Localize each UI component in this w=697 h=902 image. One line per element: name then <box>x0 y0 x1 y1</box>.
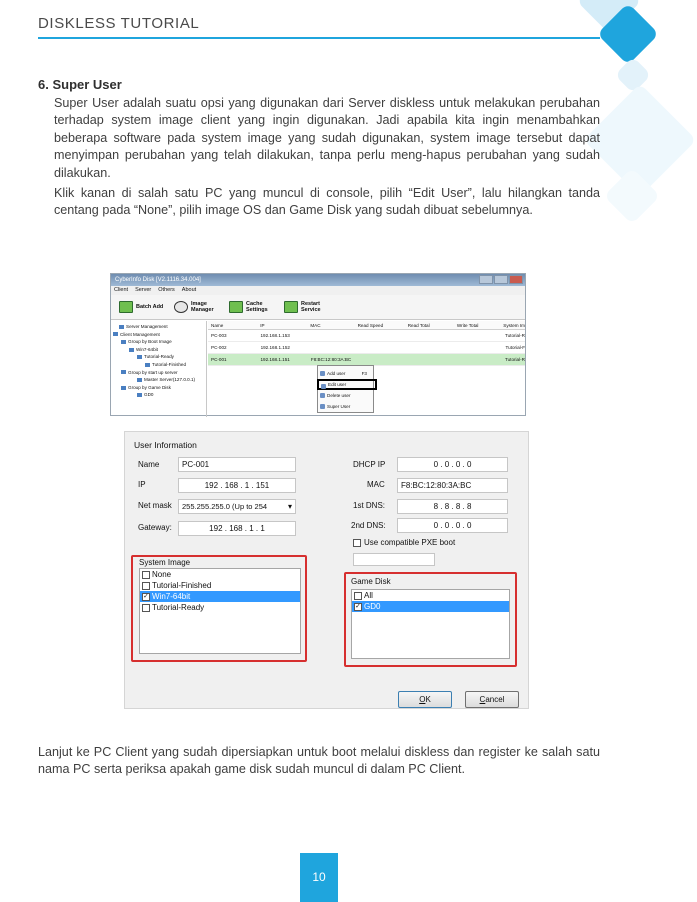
gateway-input[interactable]: 192 . 168 . 1 . 1 <box>178 521 296 536</box>
netmask-select[interactable]: 255.255.255.0 (Up to 254 ▾ <box>178 499 296 514</box>
menu-server[interactable]: Server <box>135 287 152 293</box>
image-icon <box>145 363 150 367</box>
cancel-button[interactable]: Cancel <box>465 691 519 708</box>
cell-ip: 192.168.1.153 <box>260 333 290 338</box>
menu-others[interactable]: Others <box>158 287 175 293</box>
tree-item[interactable]: Tutorial-Finished <box>111 361 206 369</box>
monitor-icon <box>119 301 133 313</box>
tree-item[interactable]: Master Server(127.0.0.1) <box>111 376 206 384</box>
disc-icon <box>174 301 188 313</box>
minimize-icon[interactable] <box>479 275 493 284</box>
mac-label: MAC <box>367 480 385 489</box>
column-header[interactable]: MAC <box>310 323 321 328</box>
image-manager-button[interactable]: Image Manager <box>174 301 219 313</box>
pxe-extra-input[interactable] <box>353 553 435 566</box>
paragraph: Super User adalah suatu opsi yang digunakan dari Server diskless untuk melakukan perubahan terhadap system image client yang ingin digunakan. Jadi apabila kita ingin menambahkan beberapa software pada system image yang sudah digunakan, system image tersebut dapat menyimpan perubahan yang telah dilakukan, tanpa perlu meng-hapus perubahan yang sudah dilakukan. <box>54 96 600 180</box>
column-header[interactable]: Name <box>211 323 224 328</box>
checkbox-icon <box>353 539 361 547</box>
ip-input[interactable]: 192 . 168 . 1 . 151 <box>178 478 296 493</box>
tree-item[interactable]: Group by Game Disk <box>111 384 206 392</box>
server-icon <box>119 325 124 329</box>
system-image-list <box>139 568 301 654</box>
paragraph: Lanjut ke PC Client yang sudah dipersiapkan untuk boot melalui diskless dan register ke salah satu nama PC serta periksa apakah game disk sudah muncul di dalam PC Client. <box>38 745 600 777</box>
column-header[interactable]: Write Total <box>456 323 479 328</box>
maximize-icon[interactable] <box>494 275 508 284</box>
close-icon[interactable] <box>509 275 523 284</box>
dhcp-label: DHCP IP <box>353 460 386 469</box>
monitor-icon <box>284 301 298 313</box>
disk-icon <box>137 393 142 397</box>
cell-name: PC-003 <box>211 333 227 338</box>
menu-item-add-user[interactable]: Add user F3 <box>318 368 373 379</box>
navigation-tree <box>111 321 207 417</box>
column-header[interactable]: Read Speed <box>357 323 384 328</box>
header-divider <box>38 37 600 39</box>
dns1-input[interactable]: 8 . 8 . 8 . 8 <box>397 499 508 514</box>
window-title-bar <box>111 274 525 286</box>
cell-system-image: Tutorial-R <box>504 357 525 362</box>
column-header[interactable]: IP <box>260 323 265 328</box>
paragraph: Klik kanan di salah satu PC yang muncul di console, pilih “Edit User”, lalu hilangkan tanda centang pada “None”, pilih image OS dan Game Disk yang sudah dibuat sebelumnya. <box>54 186 600 218</box>
checkbox-icon <box>142 571 150 579</box>
system-image-item[interactable]: Tutorial-Ready <box>140 602 300 613</box>
cell-ip: 192.168.1.152 <box>260 345 290 350</box>
netmask-label: Net mask <box>138 501 172 510</box>
group-title: User Information <box>134 440 197 450</box>
game-disk-item[interactable]: All <box>352 590 509 601</box>
checkbox-checked-icon: ✓ <box>143 592 149 600</box>
edit-user-dialog <box>124 431 529 709</box>
ok-button[interactable]: OK <box>398 691 452 708</box>
checkbox-icon <box>354 592 362 600</box>
pxe-checkbox[interactable]: Use compatible PXE boot <box>353 538 455 547</box>
section-heading: 6. Super User <box>38 77 122 92</box>
image-icon <box>129 348 134 352</box>
console-screenshot <box>110 273 526 416</box>
dns2-label: 2nd DNS: <box>351 521 386 530</box>
dns1-label: 1st DNS: <box>353 501 386 510</box>
cell-system-image: Tutorial-R <box>504 333 525 338</box>
tree-item[interactable]: Group by start up server <box>111 369 206 377</box>
cell-name: PC-002 <box>211 345 227 350</box>
group-icon <box>121 386 126 390</box>
menu-item-edit-user[interactable]: Edit user <box>317 379 377 390</box>
corner-decoration <box>615 57 652 94</box>
cache-settings-button[interactable]: Cache Settings <box>229 301 274 313</box>
column-header[interactable]: System Im <box>503 323 525 328</box>
checkbox-icon <box>142 604 150 612</box>
tree-item[interactable]: Client Management <box>111 331 206 339</box>
game-disk-list <box>351 589 510 659</box>
dhcp-input[interactable]: 0 . 0 . 0 . 0 <box>397 457 508 472</box>
table-row[interactable] <box>208 342 525 354</box>
menu-client[interactable]: Client <box>114 287 129 293</box>
header-title: DISKLESS TUTORIAL <box>38 15 200 32</box>
toolbar <box>111 295 525 320</box>
window-title: CyberInfo Disk [V2.1116.34.004] <box>115 277 201 283</box>
folder-icon <box>113 332 118 336</box>
system-image-item[interactable]: None <box>140 569 300 580</box>
system-image-title: System Image <box>139 558 191 567</box>
menu-bar <box>111 286 525 295</box>
system-image-item[interactable]: Tutorial-Finished <box>140 580 300 591</box>
cell-name: PC-001 <box>211 357 227 362</box>
dns2-input[interactable]: 0 . 0 . 0 . 0 <box>397 518 508 533</box>
table-header <box>208 321 525 330</box>
tree-item[interactable]: Server Management <box>111 323 206 331</box>
menu-item-delete-user[interactable]: Delete user <box>318 390 373 401</box>
page-number-badge <box>300 853 338 902</box>
tree-item[interactable]: Group by Boot Image <box>111 338 206 346</box>
name-input[interactable]: PC-001 <box>178 457 296 472</box>
tree-item[interactable]: GD0 <box>111 391 206 399</box>
checkbox-checked-icon: ✓ <box>355 602 361 610</box>
monitor-icon <box>229 301 243 313</box>
mac-input[interactable]: F8:BC:12:80:3A:BC <box>397 478 508 493</box>
batch-add-button[interactable]: Batch Add <box>119 301 164 313</box>
checkbox-icon <box>142 582 150 590</box>
name-label: Name <box>138 460 160 469</box>
group-icon <box>121 370 126 374</box>
menu-about[interactable]: About <box>181 287 197 293</box>
cell-ip: 192.168.1.151 <box>260 357 290 362</box>
context-menu <box>317 365 374 413</box>
tree-item[interactable]: Win7-64bit <box>111 346 206 354</box>
menu-item-super-user[interactable]: Super User <box>318 401 373 412</box>
game-disk-title: Game Disk <box>351 577 391 586</box>
image-icon <box>137 355 142 359</box>
tree-item[interactable]: Tutorial-Ready <box>111 353 206 361</box>
restart-service-button[interactable]: Restart Service <box>284 301 329 313</box>
group-icon <box>121 340 126 344</box>
column-header[interactable]: Read Total <box>407 323 430 328</box>
gateway-label: Gateway: <box>138 523 172 532</box>
cell-mac: F8:BC:12:80:3A:BC <box>310 357 352 362</box>
table-row[interactable] <box>208 330 525 342</box>
ip-label: IP <box>138 480 146 489</box>
page-number: 10 <box>312 870 326 884</box>
game-disk-item-selected[interactable]: ✓ GD0 <box>352 601 509 612</box>
cell-system-image: Tutorial-F <box>505 345 525 350</box>
server-icon <box>137 378 142 382</box>
system-image-item-selected[interactable]: ✓ Win7-64bit <box>140 591 300 602</box>
